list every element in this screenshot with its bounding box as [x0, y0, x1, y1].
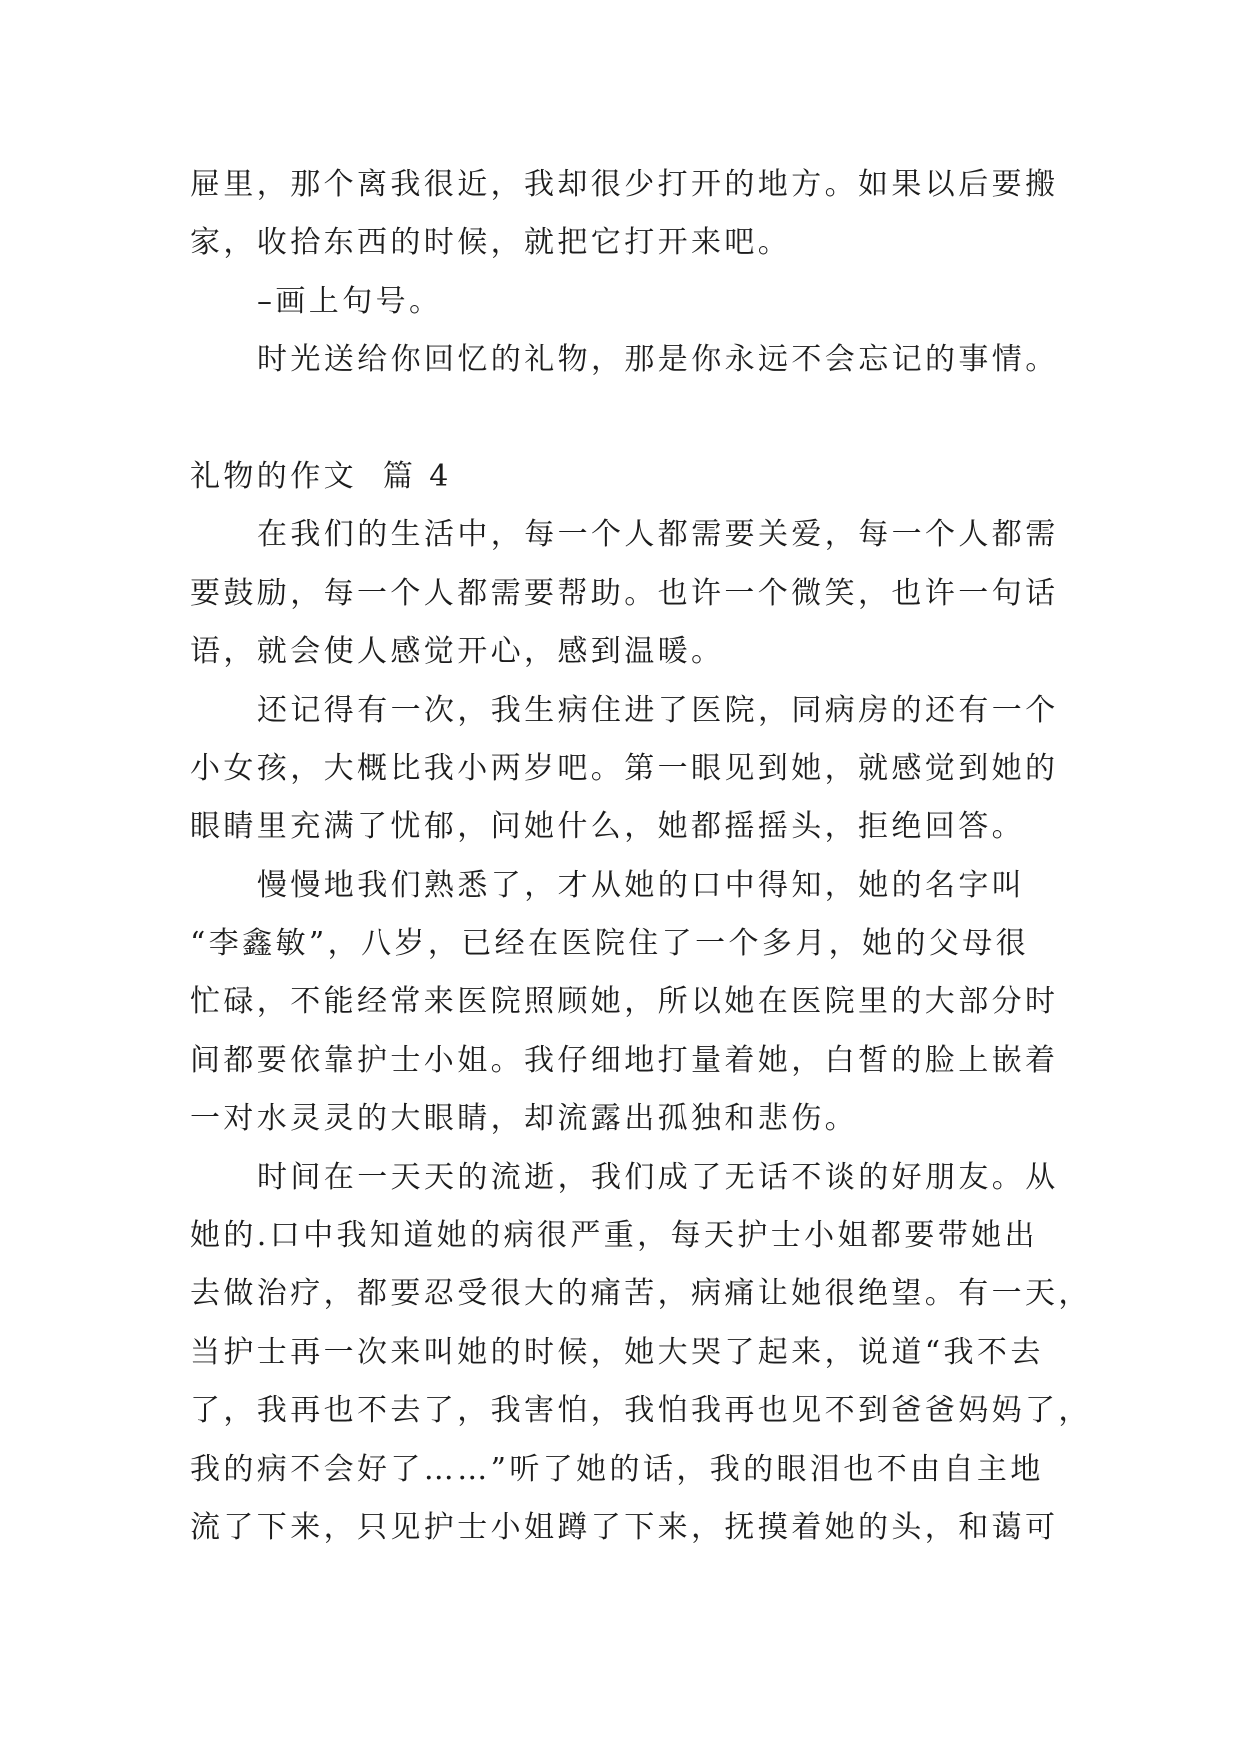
- paragraph: [190, 331, 1190, 389]
- paragraph: [190, 682, 1190, 857]
- text-line: 慢慢地我们熟悉了，才从她的口中得知，她的名字叫: [257, 867, 1026, 903]
- text-line: 当护士再一次来叫她的时候，她大哭了起来，说道“我不去: [190, 1334, 1044, 1370]
- text-line: 家，收拾东西的时候，就把它打开来吧。: [190, 225, 792, 261]
- text-line: 时间在一天天的流逝，我们成了无话不谈的好朋友。从: [257, 1159, 1059, 1195]
- text-line: 了，我再也不去了，我害怕，我怕我再也见不到爸爸妈妈了，: [190, 1393, 1092, 1429]
- paragraph: [190, 857, 1190, 1149]
- text-line: 还记得有一次，我生病住进了医院，同病房的还有一个: [257, 692, 1059, 728]
- text-line: 我的病不会好了……”听了她的话，我的眼泪也不由自主地: [190, 1451, 1044, 1487]
- text-line: 流了下来，只见护士小姐蹲了下来，抚摸着她的头，和蔼可: [190, 1509, 1059, 1545]
- section-heading: 礼物的作文 篇 4: [190, 458, 452, 494]
- text-line: 忙碌，不能经常来医院照顾她，所以她在医院里的大部分时: [190, 984, 1059, 1020]
- paragraph: [190, 273, 1190, 331]
- text-line: 语，就会使人感觉开心，感到温暖。: [190, 634, 725, 670]
- text-line: “李鑫敏”，八岁，已经在医院住了一个多月，她的父母很: [190, 926, 1030, 962]
- paragraph: [190, 1149, 1190, 1558]
- document-body: [190, 156, 1190, 1557]
- text-line: 间都要依靠护士小姐。我仔细地打量着她，白皙的脸上嵌着: [190, 1042, 1059, 1078]
- paragraph: [190, 506, 1190, 681]
- text-line: 小女孩，大概比我小两岁吧。第一眼见到她，就感觉到她的: [190, 750, 1059, 786]
- text-line: 一对水灵灵的大眼睛，却流露出孤独和悲伤。: [190, 1101, 858, 1137]
- paragraph-spacer: [190, 390, 1190, 448]
- text-line: 时光送给你回忆的礼物，那是你永远不会忘记的事情。: [257, 342, 1059, 378]
- text-line: 眼睛里充满了忧郁，问她什么，她都摇摇头，拒绝回答。: [190, 809, 1025, 845]
- text-line: 在我们的生活中，每一个人都需要关爱，每一个人都需: [257, 517, 1059, 553]
- continued-paragraph: [190, 156, 1190, 273]
- text-line: 她的.口中我知道她的病很严重，每天护士小姐都要带她出: [190, 1218, 1038, 1254]
- text-line: 去做治疗，都要忍受很大的痛苦，病痛让她很绝望。有一天，: [190, 1276, 1092, 1312]
- text-line: 屉里，那个离我很近，我却很少打开的地方。如果以后要搬: [190, 167, 1059, 202]
- text-line: 要鼓励，每一个人都需要帮助。也许一个微笑，也许一句话: [190, 575, 1059, 611]
- text-line: –画上句号。: [257, 283, 443, 319]
